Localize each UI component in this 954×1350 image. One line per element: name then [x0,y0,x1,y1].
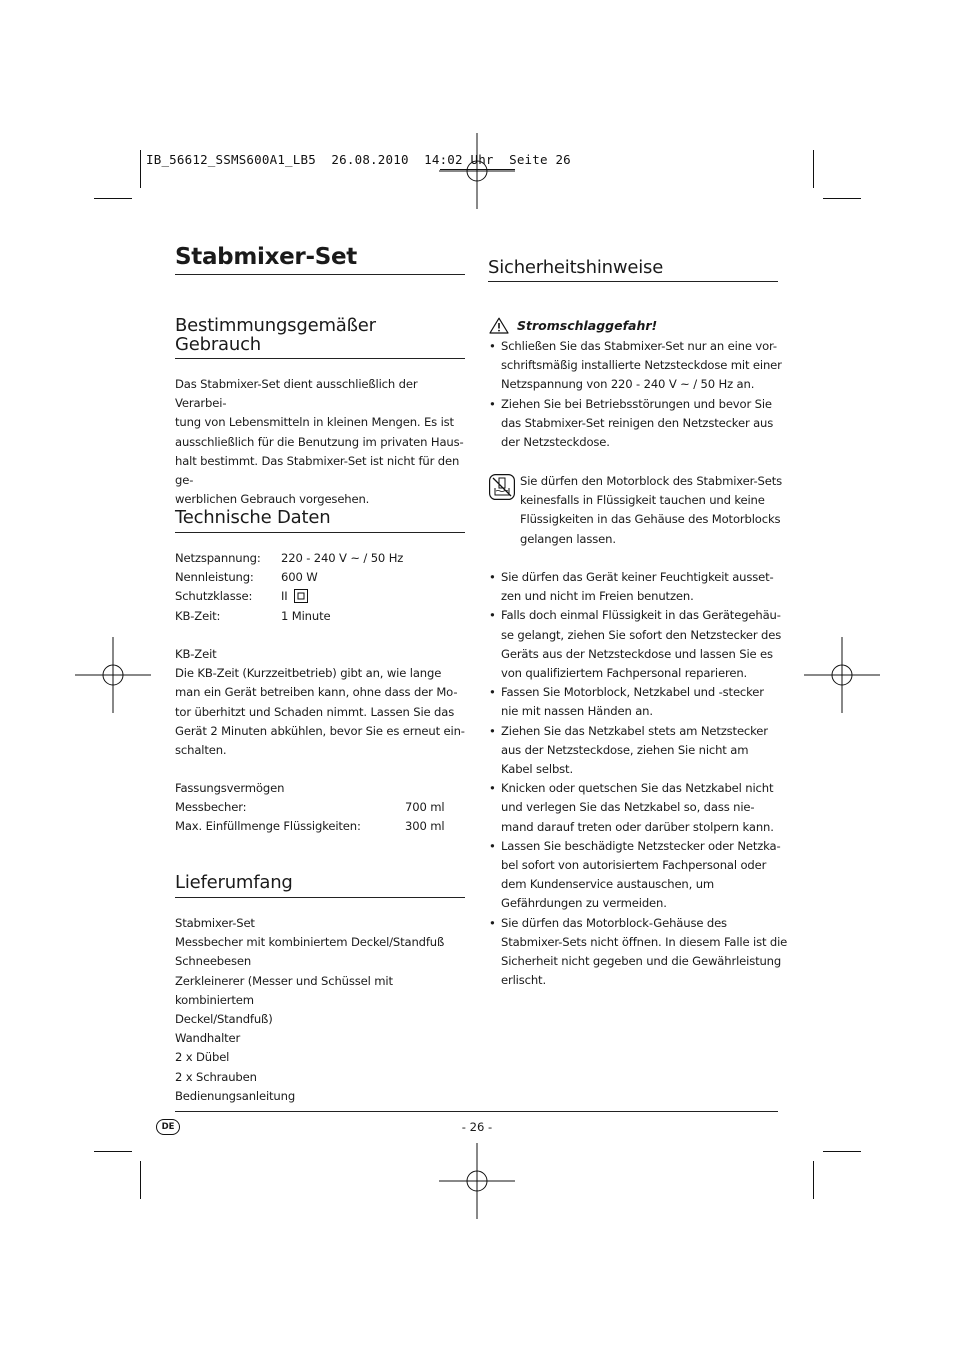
section-rule [488,281,778,282]
text-line: Stabmixer-Sets nicht öffnen. In diesem Falle ist die [501,934,788,949]
heading-line: Technische Daten [175,507,331,528]
language-badge: DE [156,1119,180,1135]
page-title: Stabmixer-Set [175,244,357,270]
registration-mark-left [75,637,151,713]
list-item [488,606,788,683]
text-line: tung von Lebensmitteln in kleinen Mengen. Es ist [175,415,454,430]
list-item: Messbecher mit kombiniertem Deckel/Standfuß [175,935,445,950]
spec-row [175,587,465,606]
text-line: von qualifiziertem Fachpersonal reparieren. [501,666,748,681]
text-line: • Ziehen Sie das Netzkabel stets am Netzstecker [501,723,768,738]
text-line: Flüssigkeiten in das Gehäuse des Motorblocks [520,512,781,527]
heading-line: Bestimmungsgemäßer [175,315,376,336]
no-immersion-text [520,472,790,549]
text-line: bel sofort von autorisiertem Fachpersonal oder [501,858,767,873]
section-heading-lieferumfang [175,873,293,892]
warning-heading [489,317,657,334]
capacity-value: 300 ml [405,819,445,834]
text-line: • Knicken oder quetschen Sie das Netzkabel nicht [501,781,774,796]
list-item: Deckel/Standfuß) [175,1012,273,1027]
list-item [488,837,788,914]
text-line: se gelangt, ziehen Sie sofort den Netzstecker des [501,627,782,642]
text-line: aus der Netzsteckdose, ziehen Sie nicht am [501,742,749,757]
list-item [488,683,788,721]
spec-label: KB-Zeit: [175,608,221,623]
text-line: erlischt. [501,973,546,988]
text-line: • Lassen Sie beschädigte Netzstecker oder Netzka- [501,838,781,853]
text-line: Gerät 2 Minuten abkühlen, bevor Sie es erneut ein- [175,723,465,738]
text-line: • Ziehen Sie bei Betriebsstörungen und bevor Sie [501,396,772,411]
capacity-row [175,817,470,836]
text-line: • Sie dürfen das Gerät keiner Feuchtigkeit ausset- [501,570,774,584]
registration-mark-bottom [439,1143,515,1219]
warning-triangle-icon [489,317,509,334]
spec-label: Netzspannung: [175,551,261,565]
text-line: das Stabmixer-Set reinigen den Netzstecker aus [501,415,774,430]
spec-value: II [281,589,288,604]
list-item [488,779,788,837]
heading-line: Sicherheitshinweise [488,257,664,278]
spec-value: 600 W [281,570,318,585]
text-line: Kabel selbst. [501,762,573,777]
spec-table [175,549,465,626]
spec-value: 220 - 240 V ~ / 50 Hz [281,551,404,565]
list-item: Wandhalter [175,1031,241,1046]
registration-mark-top [439,133,515,209]
text-line: Sicherheit nicht gegeben und die Gewährleistung [501,954,782,969]
list-item: Bedienungsanleitung [175,1088,296,1103]
print-slug: IB_56612_SSMS600A1_LB5 26.08.2010 14:02 Uhr Seite 26 [146,152,571,167]
list-item [488,914,788,991]
footer-rule [175,1111,778,1112]
text-line: Netzspannung von 220 - 240 V ~ / 50 Hz an. [501,377,755,392]
section-heading-technische-daten [175,508,330,527]
text-line: nie mit nassen Händen an. [501,704,653,719]
text-line: halt bestimmt. Das Stabmixer-Set ist nicht für den ge- [175,453,460,488]
text-line: Sie dürfen den Motorblock des Stabmixer-Sets [520,474,783,488]
section-heading-bestimmung [175,316,376,354]
text-line: • Schließen Sie das Stabmixer-Set nur an eine vor- [501,339,777,353]
spec-label: Schutzklasse: [175,589,253,604]
no-immersion-icon [489,474,515,500]
safety-bullets-2 [488,568,788,990]
text-line: ausschließlich für die Benutzung im privaten Haus- [175,434,464,449]
text-line: und verlegen Sie das Netzkabel so, dass nie- [501,800,755,815]
warning-title: Stromschlaggefahr! [517,318,658,333]
section-rule [175,897,465,898]
text-line: keinesfalls in Flüssigkeit tauchen und keine [520,493,765,508]
text-line: man ein Gerät betreiben kann, ohne dass der Mo- [175,685,458,700]
list-item: 2 x Dübel [175,1050,230,1065]
list-item: Stabmixer-Set [175,916,255,930]
spec-row [175,568,465,587]
text-line: schriftsmäßig installierte Netzsteckdose mit einer [501,358,782,373]
section-rule [175,358,465,359]
protection-class-ii-icon [294,589,308,603]
text-line: dem Kundenservice austauschen, um [501,877,715,892]
page-number: - 26 - [461,1120,493,1134]
list-item [488,722,788,780]
capacity-value: 700 ml [405,800,445,815]
section-rule [175,532,465,533]
section-heading-sicherheit [488,258,663,277]
text-line: zen und nicht im Freien benutzen. [501,589,694,604]
list-item: Schneebesen [175,954,252,969]
capacity-label: Max. Einfüllmenge Flüssigkeiten: [175,819,361,834]
registration-mark-right [804,637,880,713]
spec-row [175,607,465,626]
list-item [488,568,788,606]
capacity-row [175,798,470,817]
heading-line: Lieferumfang [175,872,293,893]
text-line: • Sie dürfen das Motorblock-Gehäuse des [501,915,727,930]
text-line: mand darauf treten oder darüber stolpern kann. [501,819,774,834]
text-line: schalten. [175,743,227,758]
list-item: Zerkleinerer (Messer und Schüssel mit kombiniertem [175,973,393,1007]
list-item [488,337,788,395]
text-line: Die KB-Zeit (Kurzzeitbetrieb) gibt an, wie lange [175,666,442,681]
text-line: Das Stabmixer-Set dient ausschließlich der Verarbei- [175,377,418,411]
text-line: Gefährdungen zu vermeiden. [501,896,667,911]
spec-value: 1 Minute [281,608,331,623]
text-line: KB-Zeit [175,647,217,661]
capacity-table [175,779,470,837]
text-line: werblichen Gebrauch vorgesehen. [175,492,370,507]
text-line: der Netzsteckdose. [501,435,610,450]
list-item: 2 x Schrauben [175,1069,257,1084]
capacity-label: Messbecher: [175,800,247,815]
text-line: tor überhitzt und Schaden nimmt. Lassen Sie das [175,704,455,719]
text-line: Geräts aus der Netzsteckdose und lassen Sie es [501,646,773,661]
heading-line: Gebrauch [175,334,261,355]
list-item [488,395,788,453]
page-title-block [175,244,357,270]
text-line: Fassungsvermögen [175,781,285,795]
text-line: gelangen lassen. [520,531,616,546]
spec-label: Nennleistung: [175,570,254,585]
text-line: • Falls doch einmal Flüssigkeit in das Gerätegehäu- [501,608,781,623]
safety-bullets-1 [488,337,788,452]
title-rule [175,274,465,275]
spec-row [175,549,465,568]
text-line: • Fassen Sie Motorblock, Netzkabel und -stecker [501,685,764,700]
kb-zeit-text [175,645,470,760]
bestimmung-text [175,375,470,509]
lieferumfang-list [175,914,475,1106]
